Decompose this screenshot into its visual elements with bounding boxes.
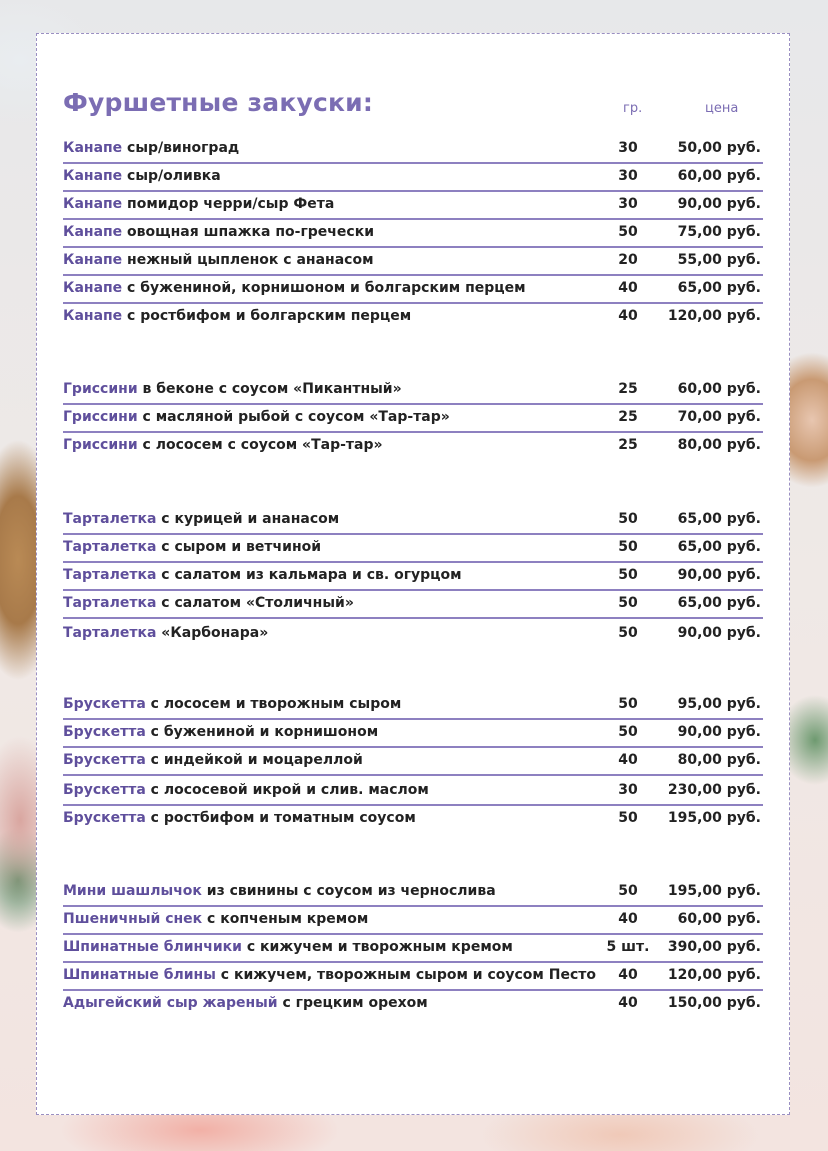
item-category: Брускетта (63, 724, 146, 740)
column-header-grams: гр. (623, 101, 643, 116)
item-description: с кижучем, творожным сыром и соусом Песто (215, 967, 596, 983)
item-category: Брускетта (63, 810, 146, 826)
item-name (63, 280, 526, 296)
menu-item-row (63, 907, 763, 935)
menu-item-row (63, 991, 763, 1019)
menu-item-row (63, 535, 763, 563)
item-price: 195,00 руб. (667, 883, 761, 899)
item-price: 150,00 руб. (667, 995, 761, 1011)
item-category: Тарталетка (63, 567, 157, 583)
item-grams: 40 (618, 308, 638, 324)
item-description: с копченым кремом (202, 911, 369, 927)
menu-item-row (63, 778, 763, 806)
item-category: Гриссини (63, 409, 138, 425)
item-category: Гриссини (63, 437, 138, 453)
item-description: с грецким орехом (277, 995, 428, 1011)
item-grams: 30 (618, 168, 638, 184)
item-category: Тарталетка (63, 595, 157, 611)
item-grams: 40 (618, 752, 638, 768)
item-grams: 40 (618, 967, 638, 983)
menu-item-row (63, 192, 763, 220)
item-grams: 50 (618, 539, 638, 555)
menu-item-row (63, 405, 763, 433)
item-category: Пшеничный снек (63, 911, 203, 927)
item-category: Мини шашлычок (63, 883, 202, 899)
item-price: 65,00 руб. (677, 595, 761, 611)
page-title: Фуршетные закуски: (63, 88, 374, 117)
item-price: 65,00 руб. (677, 511, 761, 527)
item-description: с ростбифом и томатным соусом (145, 810, 416, 826)
item-category: Брускетта (63, 782, 146, 798)
column-header-price: цена (705, 101, 739, 116)
item-price: 230,00 руб. (667, 782, 761, 798)
item-description: с бужениной, корнишоном и болгарским перцем (122, 280, 526, 296)
item-category: Канапе (63, 308, 123, 324)
menu-item-row (63, 433, 763, 461)
item-price: 65,00 руб. (677, 539, 761, 555)
menu-item-row (63, 621, 763, 649)
item-description: с салатом из кальмара и св. огурцом (156, 567, 462, 583)
item-name (63, 724, 378, 740)
item-grams: 25 (618, 409, 638, 425)
item-name (63, 140, 239, 156)
item-grams: 30 (618, 140, 638, 156)
item-price: 390,00 руб. (667, 939, 761, 955)
menu-item-row (63, 720, 763, 748)
item-description: с ростбифом и болгарским перцем (122, 308, 412, 324)
item-grams: 25 (618, 381, 638, 397)
menu-item-row (63, 377, 763, 405)
item-price: 80,00 руб. (677, 437, 761, 453)
item-name (63, 567, 462, 583)
menu-item-row (63, 276, 763, 304)
menu-item-row (63, 806, 763, 834)
item-grams: 50 (618, 883, 638, 899)
item-grams: 5 шт. (606, 939, 650, 955)
item-name (63, 252, 374, 268)
item-name (63, 625, 268, 641)
item-name (63, 409, 450, 425)
menu-item-row (63, 136, 763, 164)
menu-item-row (63, 220, 763, 248)
item-price: 50,00 руб. (677, 140, 761, 156)
item-price: 55,00 руб. (677, 252, 761, 268)
menu-item-row (63, 748, 763, 776)
item-name (63, 911, 368, 927)
item-price: 120,00 руб. (667, 967, 761, 983)
item-name (63, 308, 411, 324)
item-name (63, 995, 428, 1011)
item-category: Брускетта (63, 696, 146, 712)
item-grams: 30 (618, 782, 638, 798)
item-price: 75,00 руб. (677, 224, 761, 240)
item-name (63, 511, 339, 527)
item-name (63, 381, 402, 397)
menu-item-row (63, 507, 763, 535)
item-category: Канапе (63, 168, 123, 184)
item-grams: 40 (618, 280, 638, 296)
item-name (63, 939, 513, 955)
item-category: Гриссини (63, 381, 138, 397)
menu-item-row (63, 591, 763, 619)
item-name (63, 168, 221, 184)
item-description: с лососем с соусом «Тар-тар» (137, 437, 383, 453)
item-category: Канапе (63, 140, 123, 156)
item-description: с кижучем и творожным кремом (241, 939, 513, 955)
item-category: Канапе (63, 224, 123, 240)
item-grams: 50 (618, 625, 638, 641)
item-category: Тарталетка (63, 539, 157, 555)
item-description: с салатом «Столичный» (156, 595, 354, 611)
item-description: помидор черри/сыр Фета (122, 196, 335, 212)
item-price: 95,00 руб. (677, 696, 761, 712)
item-price: 60,00 руб. (677, 911, 761, 927)
item-description: нежный цыпленок с ананасом (122, 252, 374, 268)
item-category: Адыгейский сыр жареный (63, 995, 278, 1011)
item-grams: 30 (618, 196, 638, 212)
item-price: 120,00 руб. (667, 308, 761, 324)
item-description: с индейкой и моцареллой (145, 752, 363, 768)
item-grams: 20 (618, 252, 638, 268)
item-price: 80,00 руб. (677, 752, 761, 768)
item-grams: 50 (618, 511, 638, 527)
item-description: сыр/виноград (122, 140, 240, 156)
item-description: в беконе с соусом «Пикантный» (137, 381, 402, 397)
item-category: Канапе (63, 196, 123, 212)
item-category: Канапе (63, 252, 123, 268)
item-name (63, 752, 363, 768)
item-grams: 25 (618, 437, 638, 453)
item-category: Канапе (63, 280, 123, 296)
item-price: 60,00 руб. (677, 168, 761, 184)
item-grams: 40 (618, 995, 638, 1011)
item-description: «Карбонара» (156, 625, 269, 641)
item-price: 90,00 руб. (677, 196, 761, 212)
menu-item-row (63, 563, 763, 591)
menu-card (36, 33, 790, 1115)
menu-item-row (63, 692, 763, 720)
item-name (63, 539, 321, 555)
item-category: Тарталетка (63, 625, 157, 641)
item-description: сыр/оливка (122, 168, 221, 184)
item-name (63, 696, 401, 712)
item-price: 60,00 руб. (677, 381, 761, 397)
item-grams: 50 (618, 567, 638, 583)
item-category: Брускетта (63, 752, 146, 768)
menu-item-row (63, 304, 763, 332)
item-price: 90,00 руб. (677, 567, 761, 583)
menu-item-row (63, 164, 763, 192)
item-name (63, 883, 496, 899)
item-category: Тарталетка (63, 511, 157, 527)
menu-item-row (63, 248, 763, 276)
item-grams: 50 (618, 810, 638, 826)
menu-item-row (63, 879, 763, 907)
item-category: Шпинатные блинчики (63, 939, 242, 955)
item-description: с курицей и ананасом (156, 511, 340, 527)
item-name (63, 437, 383, 453)
item-description: с лососевой икрой и слив. маслом (145, 782, 429, 798)
item-grams: 50 (618, 696, 638, 712)
item-description: с бужениной и корнишоном (145, 724, 379, 740)
item-price: 195,00 руб. (667, 810, 761, 826)
item-category: Шпинатные блины (63, 967, 216, 983)
item-description: из свинины с соусом из чернослива (201, 883, 496, 899)
item-name (63, 224, 374, 240)
menu-item-row (63, 935, 763, 963)
item-grams: 50 (618, 224, 638, 240)
item-name (63, 967, 596, 983)
item-name (63, 595, 354, 611)
item-grams: 40 (618, 911, 638, 927)
item-name (63, 782, 429, 798)
menu-item-row (63, 963, 763, 991)
item-grams: 50 (618, 724, 638, 740)
item-price: 65,00 руб. (677, 280, 761, 296)
item-name (63, 196, 334, 212)
item-description: с лососем и творожным сыром (145, 696, 402, 712)
item-price: 70,00 руб. (677, 409, 761, 425)
item-name (63, 810, 416, 826)
item-price: 90,00 руб. (677, 724, 761, 740)
item-description: овощная шпажка по-гречески (122, 224, 375, 240)
item-grams: 50 (618, 595, 638, 611)
item-description: с сыром и ветчиной (156, 539, 322, 555)
item-description: с масляной рыбой с соусом «Тар-тар» (137, 409, 450, 425)
item-price: 90,00 руб. (677, 625, 761, 641)
